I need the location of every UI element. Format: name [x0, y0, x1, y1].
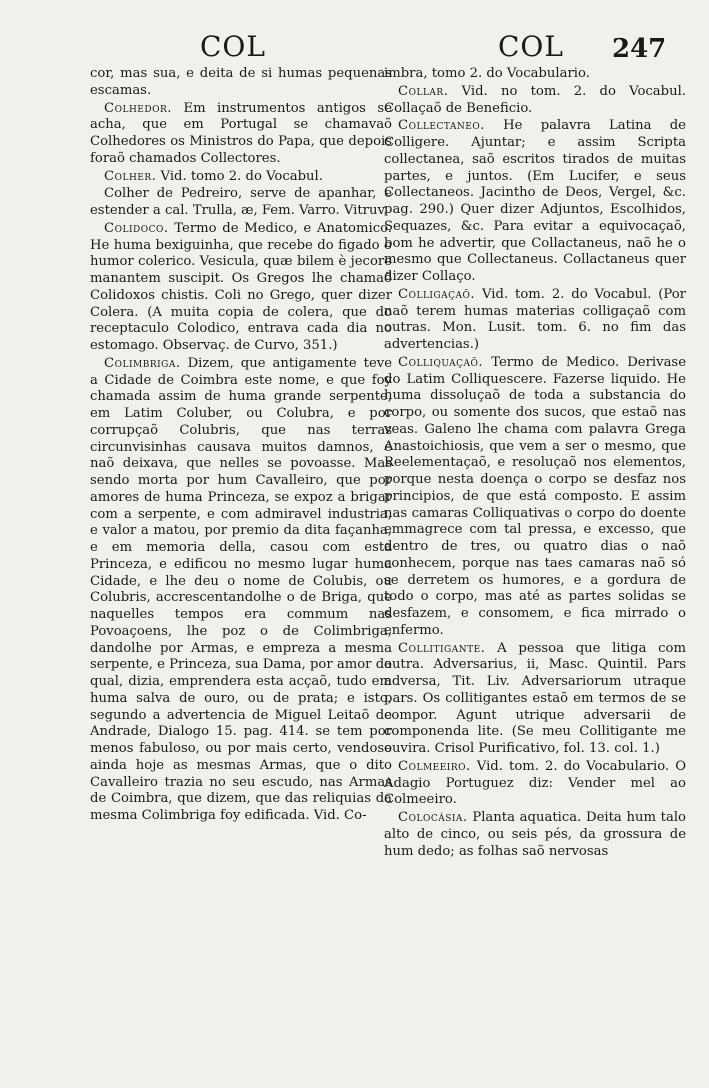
entry-headword: Colmeeiro. [398, 758, 471, 774]
entry-headword: Colliquaçaõ. [398, 354, 484, 370]
entry-text: imbra, tomo 2. do Vocabulario. [384, 66, 590, 81]
dictionary-entry [90, 186, 392, 220]
entry-text: Termo de Medico. Derivase do Latim Colliquescere. Fazerse liquido. He huma dissoluçaõ de toda a substancia do corpo, ou somente dos sucos, que estaõ nas veas. Galeno lhe chama com palavra Grega Anastoichiosis, que vem a ser o mesmo, que Reelementaçaõ, e resoluçaõ nos elementos, porque nesta doença o corpo se desfaz nos principios, de que está composto. E assim nas camaras Colliquativas o corpo do doente emmagrece com tal pressa, e excesso, que dentro de tres, ou quatro dias o naõ conhecem, porque nas taes camaras naõ só se derretem os humores, e a gordura de todo o corpo, mas até as partes solidas se desfazem, e consomem, e fica mirrado o enfermo. [384, 354, 686, 638]
entry-text: Vid. tom. 2. do Vocabulario. O Adagio Portuguez diz: Vender mel ao Colmeeiro. [384, 758, 686, 808]
entry-text: Colher de Pedreiro, serve de apanhar, e estender a cal. Trulla, æ, Fem. Varro. Vitruv. [90, 186, 392, 218]
dictionary-entry [384, 66, 686, 83]
entry-headword: Collectaneo. [398, 118, 485, 134]
entry-headword: Colligaçaõ. [398, 286, 476, 302]
dictionary-entry [90, 169, 392, 186]
entry-text: Planta aquatica. Deita hum talo alto de cinco, ou seis pés, da grossura de hum dedo; as folhas saõ nervosas [384, 810, 686, 859]
entry-text: Vid. tom. 2. do Vocabul. (Por naõ terem humas materias colligaçaõ com outras. Mon. Lusit. tom. 6. no fim das advertencias.) [384, 286, 686, 352]
running-head-left: COL [200, 30, 266, 63]
entry-text: Dizem, que antigamente teve a Cidade de Coimbra este nome, e que foy chamada assim de huma grande serpente, em Latim Coluber, ou Colubra, e por corrupçaõ Colubris, que nas terras circunvisinhas causava muitos damnos, e naõ deixava, que nelles se povoasse. Mas sendo morta por hum Cavalleiro, que por amores de huma Princeza, se expoz a brigar com a serpente, e com admiravel industria, e valor a matou, por premio da dita façanha, e em memoria della, casou com esta Princeza, e edificou no mesmo lugar huma Cidade, e lhe deu o nome de Colubis, ou Colubris, accrescentandolhe o de Briga, que naquelles tempos era commum nas Povoaçoens, lhe poz o de Colimbriga, dandolhe por Armas, e empreza a mesma serpente, e Princeza, sua Dama, por amor da qual, dizia, emprendera esta acçaõ, tudo em huma salva de ouro, ou de prata; e isto, segundo a advertencia de Miguel Leitaõ de Andrade, Dialogo 15. pag. 414. se tem por menos fabuloso, ou por mais certo, vendose ainda hoje as mesmas Armas, que o dito Cavalleiro trazia no seu escudo, nas Armas de Coimbra, que dizem, que das reliquias da mesma Colimbriga foy edificada. Vid. Co- [90, 355, 392, 823]
entry-text: Vid. tomo 2. do Vocabul. [160, 168, 323, 184]
entry-headword: Collitigante. [398, 640, 486, 656]
dictionary-entry [384, 84, 686, 118]
running-head [0, 30, 709, 70]
dictionary-entry [384, 118, 686, 286]
entry-text: cor, mas sua, e deita de si humas pequenas escamas. [90, 66, 392, 98]
left-column [90, 66, 392, 826]
dictionary-entry [384, 355, 686, 640]
right-column [384, 66, 686, 861]
dictionary-entry [90, 356, 392, 825]
entry-headword: Colhedor. [104, 100, 172, 116]
dictionary-entry [384, 287, 686, 354]
entry-headword: Colidoco. [104, 220, 169, 236]
dictionary-entry [90, 101, 392, 168]
entry-headword: Collar. [398, 83, 449, 99]
dictionary-entry [90, 221, 392, 355]
dictionary-entry [384, 810, 686, 860]
dictionary-entry [90, 66, 392, 100]
entry-text: Em instrumentos antigos se acha, que em Portugal se chamavaõ Colhedores os Ministros do Papa, que depois foraõ chamados Collectores. [90, 100, 393, 166]
entry-headword: Colocásia. [398, 810, 468, 825]
running-head-right: COL [498, 30, 564, 63]
entry-text: A pessoa que litiga com outra. Adversarius, ii, Masc. Quintil. Pars adversa, Tit. Liv. Adversariorum utraque pars. Os collitigantes estaõ em termos de se compor. Agunt utrique adversarii de componenda lite. (Se meu Collitigante me ouvira. Crisol Purificativo, fol. 13. col. 1.) [384, 640, 687, 756]
entry-headword: Colher. [104, 168, 157, 184]
entry-text: Termo de Medico, e Anatomico. He huma bexiguinha, que recebe do figado o humor colerico. Vesicula, quæ bilem è jecore manantem suscipit. Os Gregos lhe chamaõ Colidoxos chistis. Coli no Grego, quer dizer Colera. (A muita copia de colera, que do receptaculo Colodico, entrava cada dia no estomago. Observaç. de Curvo, 351.) [90, 220, 392, 353]
entry-text: Vid. no tom. 2. do Vocabul. Collaçaõ de Beneficio. [384, 83, 686, 116]
entry-text: He palavra Latina de Colligere. Ajuntar; e assim Scripta collectanea, saõ escritos tirados de muitas partes, e juntos. (Em Lucifer, e seus Collectaneos. Jacintho de Deos, Vergel, &c. pag. 290.) Quer dizer Adjuntos, Escolhidos, Sequazes, &c. Para evitar a equivocaçaõ, bom he advertir, que Collactaneus, naõ he o mesmo que Collectaneus. Collactaneus quer dizer Collaço. [384, 118, 686, 284]
dictionary-entry [384, 759, 686, 809]
page-number: 247 [612, 34, 667, 64]
dictionary-entry [384, 641, 686, 758]
entry-headword: Colimbriga. [104, 355, 181, 371]
